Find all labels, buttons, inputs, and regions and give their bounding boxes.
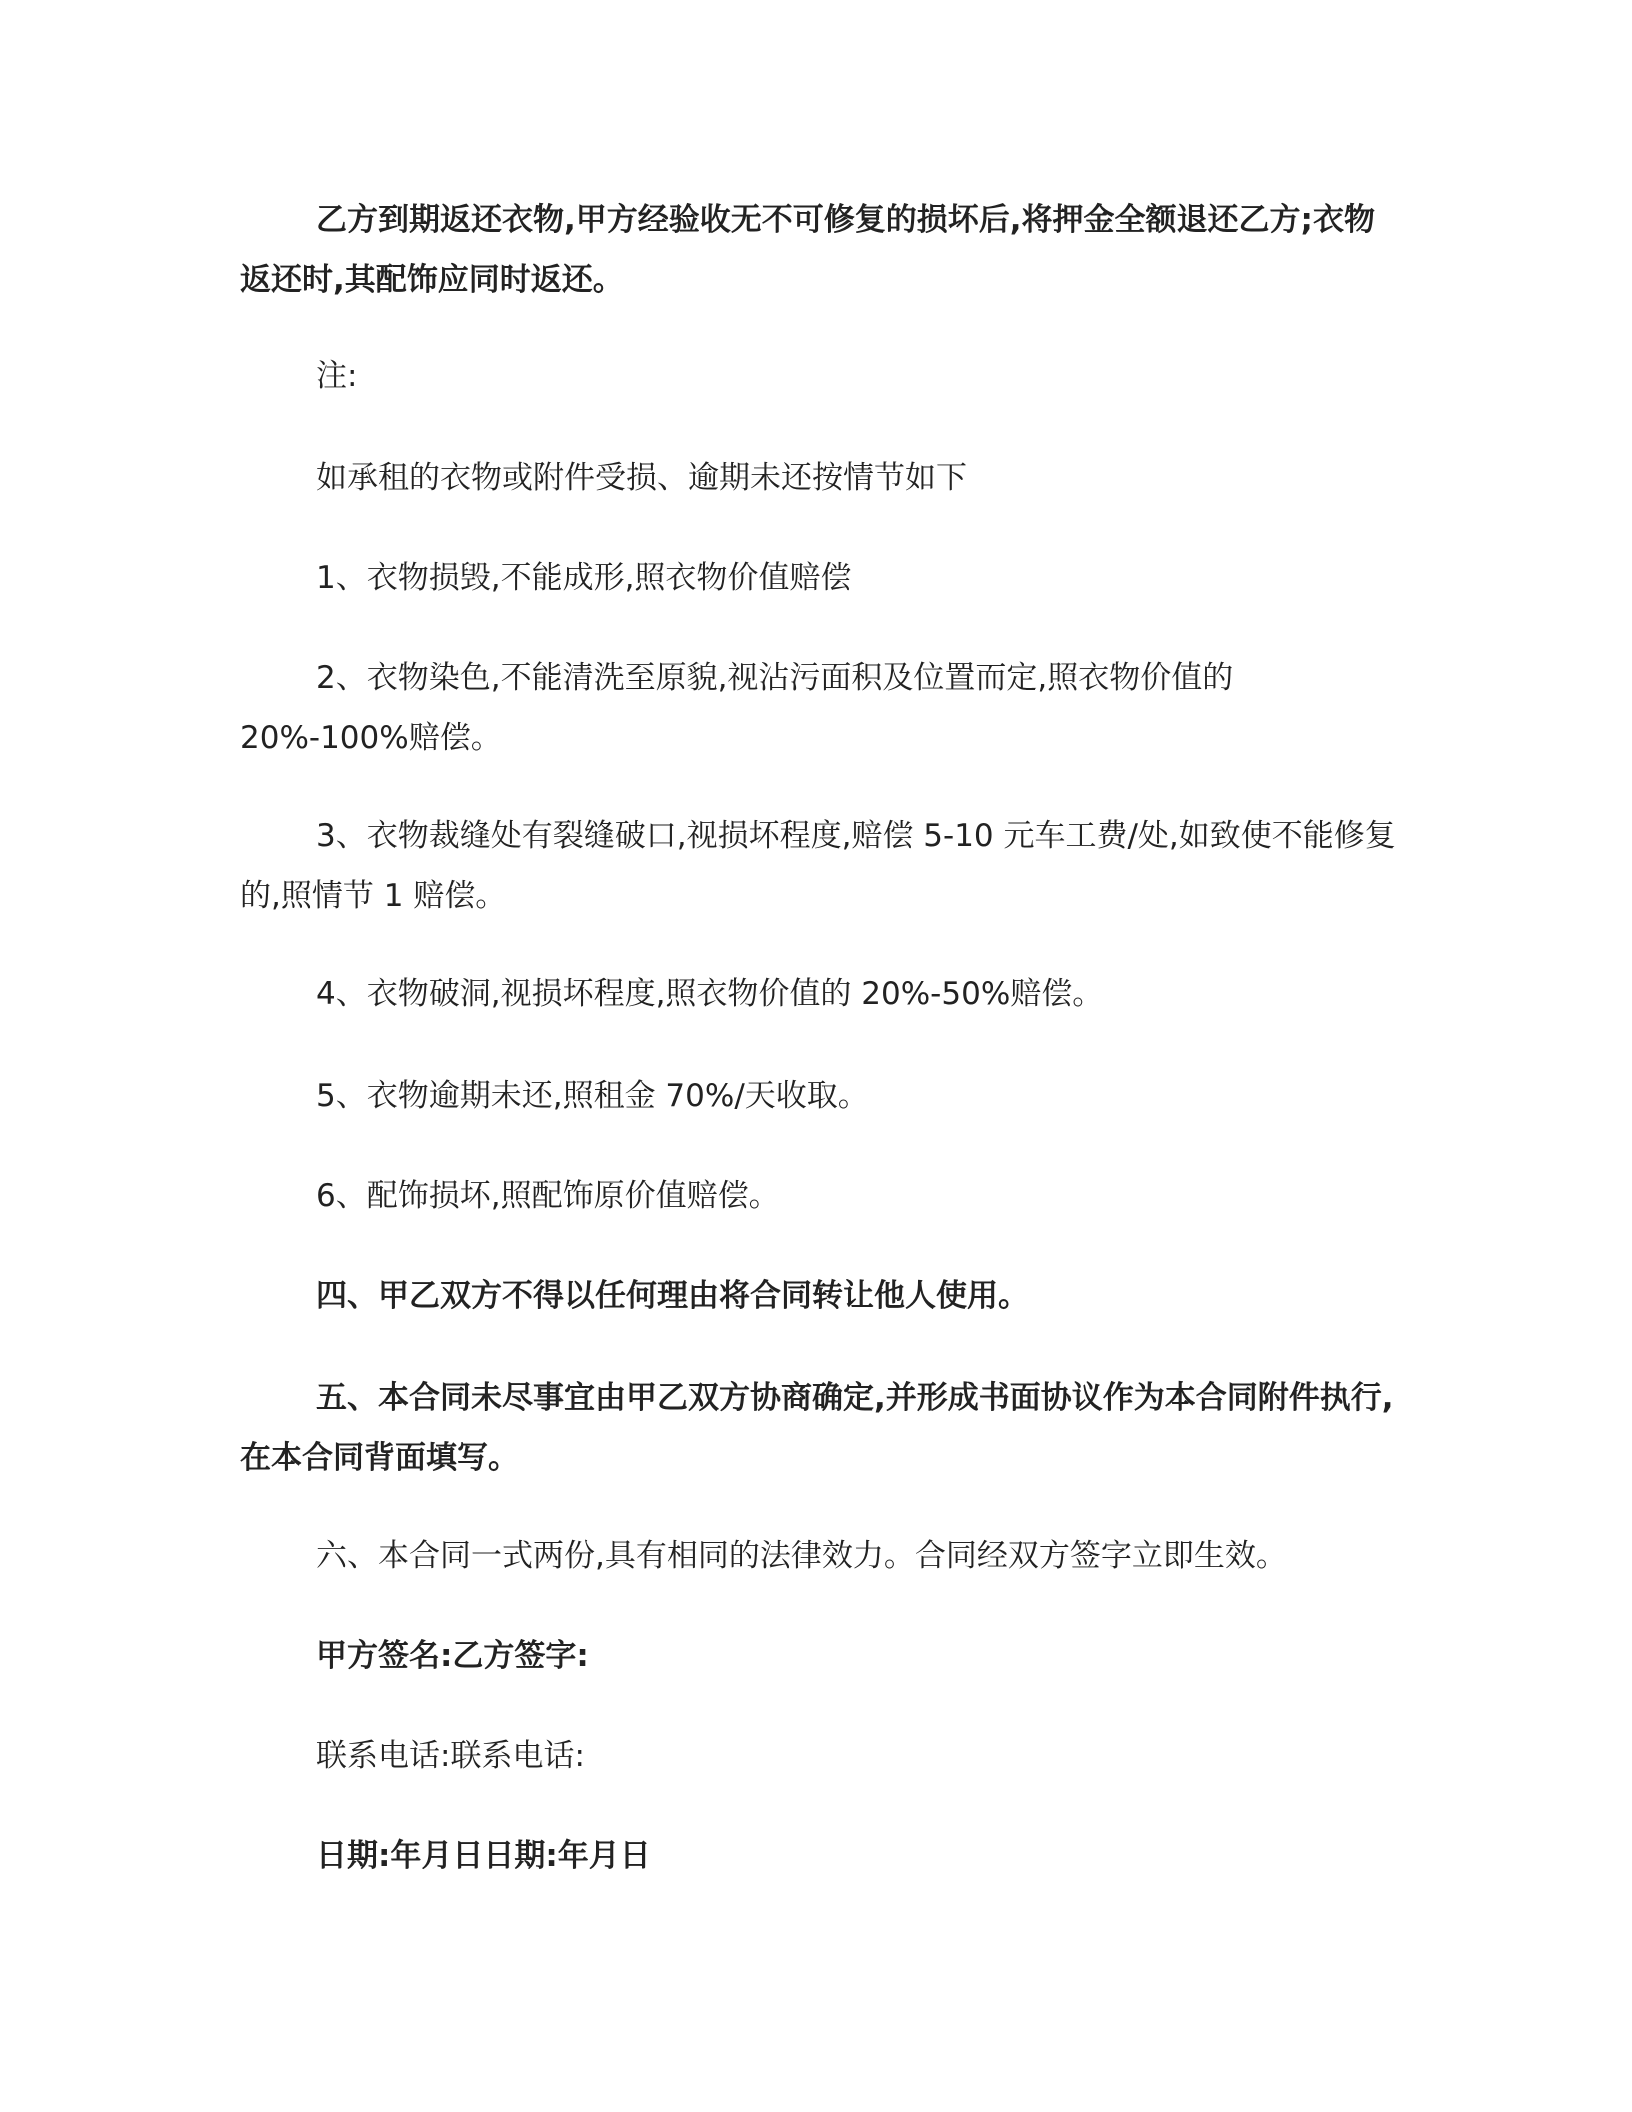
clause-item-4: 4、衣物破洞,视损坏程度,照衣物价值的 20%-50%赔偿。 [316,976,1104,1012]
signature-line: 甲方签名:乙方签字: [316,1638,589,1674]
date-line: 日期:年月日日期:年月日 [316,1838,651,1874]
clause-item-3: 3、衣物裁缝处有裂缝破口,视损坏程度,赔偿 5-10 元车工费/处,如致使不能修复的,照情节 1 赔偿。 [240,818,1396,914]
clause-item-1: 1、衣物损毁,不能成形,照衣物价值赔偿 [316,560,852,596]
section-four: 四、甲乙双方不得以任何理由将合同转让他人使用。 [316,1278,1029,1314]
paragraph-note-label: 注: [316,358,358,394]
clause-item-6: 6、配饰损坏,照配饰原价值赔偿。 [316,1178,780,1214]
section-five: 五、本合同未尽事宜由甲乙双方协商确定,并形成书面协议作为本合同附件执行,在本合同背面填写。 [240,1380,1394,1476]
paragraph-damage-intro: 如承租的衣物或附件受损、逾期未还按情节如下 [316,460,967,496]
paragraph-return-clothing: 乙方到期返还衣物,甲方经验收无不可修复的损坏后,将押金全额退还乙方;衣物返还时,其配饰应同时返还。 [240,202,1375,298]
section-six: 六、本合同一式两份,具有相同的法律效力。合同经双方签字立即生效。 [316,1538,1287,1574]
clause-item-2: 2、衣物染色,不能清洗至原貌,视沾污面积及位置而定,照衣物价值的 20%-100%赔偿。 [240,660,1234,756]
clause-item-5: 5、衣物逾期未还,照租金 70%/天收取。 [316,1078,869,1114]
contact-phone-line: 联系电话:联系电话: [316,1738,585,1774]
